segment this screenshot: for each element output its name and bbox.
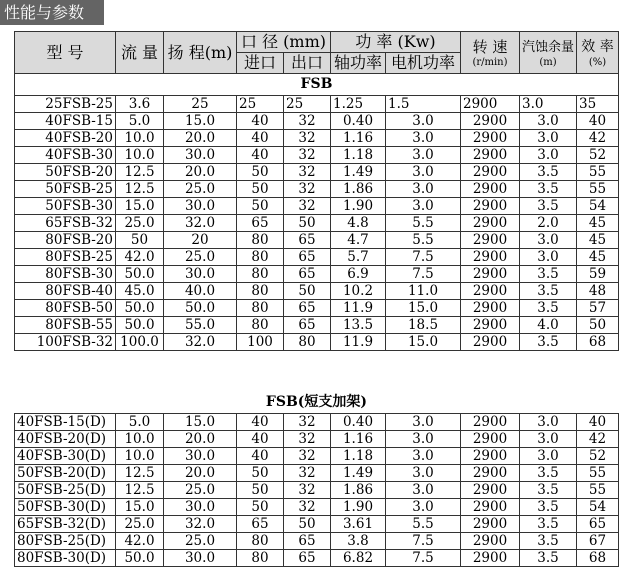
cell-outlet: 65	[284, 266, 331, 283]
cell-speed: 2900	[461, 482, 520, 499]
header-npsh-label: 汽蚀余量	[521, 39, 574, 55]
cell-efficiency: 55	[577, 164, 619, 181]
table-row	[15, 249, 619, 266]
cell-model: 80FSB-40	[15, 283, 116, 300]
table-row	[15, 113, 619, 130]
cell-model: 80FSB-30(D)	[15, 550, 116, 567]
section-title: 性能与参数	[0, 0, 104, 25]
table-row	[15, 533, 619, 550]
cell-npsh: 3.0	[520, 249, 577, 266]
table-row	[15, 431, 619, 448]
cell-flow: 100.0	[116, 334, 164, 351]
cell-shaft-power: 11.9	[331, 300, 386, 317]
cell-flow: 45.0	[116, 283, 164, 300]
cell-model: 50FSB-20(D)	[15, 465, 116, 482]
cell-outlet: 65	[284, 533, 331, 550]
cell-npsh: 3.0	[520, 96, 577, 113]
cell-model: 40FSB-30	[15, 147, 116, 164]
cell-speed: 2900	[461, 300, 520, 317]
cell-speed: 2900	[461, 414, 520, 431]
cell-inlet: 50	[237, 198, 284, 215]
header-inlet: 进口	[237, 53, 284, 74]
cell-model: 80FSB-25	[15, 249, 116, 266]
cell-model: 80FSB-50	[15, 300, 116, 317]
cell-head: 40.0	[164, 283, 237, 300]
cell-inlet: 50	[237, 181, 284, 198]
cell-npsh: 3.5	[520, 198, 577, 215]
cell-motor-power: 3.0	[386, 482, 461, 499]
cell-motor-power: 3.0	[386, 414, 461, 431]
cell-motor-power: 3.0	[386, 448, 461, 465]
cell-efficiency: 55	[577, 181, 619, 198]
cell-shaft-power: 3.61	[331, 516, 386, 533]
cell-motor-power: 3.0	[386, 181, 461, 198]
cell-model: 50FSB-20	[15, 164, 116, 181]
cell-npsh: 3.5	[520, 516, 577, 533]
cell-outlet: 32	[284, 499, 331, 516]
cell-outlet: 50	[284, 516, 331, 533]
cell-efficiency: 65	[577, 516, 619, 533]
cell-shaft-power: 1.16	[331, 130, 386, 147]
cell-inlet: 50	[237, 164, 284, 181]
cell-shaft-power: 6.9	[331, 266, 386, 283]
header-speed-unit: (r/min)	[472, 56, 508, 68]
cell-head: 15.0	[164, 113, 237, 130]
cell-model: 50FSB-25	[15, 181, 116, 198]
cell-outlet: 50	[284, 215, 331, 232]
table-row	[15, 317, 619, 334]
cell-model: 40FSB-20(D)	[15, 431, 116, 448]
table-row	[15, 130, 619, 147]
cell-npsh: 3.0	[520, 147, 577, 164]
cell-flow: 25.0	[116, 516, 164, 533]
cell-outlet: 32	[284, 181, 331, 198]
cell-head: 55.0	[164, 317, 237, 334]
cell-model: 40FSB-30(D)	[15, 448, 116, 465]
cell-speed: 2900	[461, 147, 520, 164]
cell-shaft-power: 1.86	[331, 482, 386, 499]
header-npsh	[520, 32, 577, 74]
cell-inlet: 80	[237, 533, 284, 550]
cell-motor-power: 7.5	[386, 533, 461, 550]
table-row	[15, 232, 619, 249]
cell-flow: 15.0	[116, 198, 164, 215]
cell-npsh: 3.5	[520, 181, 577, 198]
cell-flow: 50.0	[116, 317, 164, 334]
table-row	[15, 448, 619, 465]
cell-speed: 2900	[461, 215, 520, 232]
cell-inlet: 40	[237, 147, 284, 164]
cell-shaft-power: 4.8	[331, 215, 386, 232]
cell-inlet: 80	[237, 317, 284, 334]
cell-motor-power: 7.5	[386, 249, 461, 266]
cell-head: 20.0	[164, 130, 237, 147]
cell-inlet: 50	[237, 482, 284, 499]
cell-outlet: 32	[284, 482, 331, 499]
cell-efficiency: 45	[577, 249, 619, 266]
cell-npsh: 3.0	[520, 448, 577, 465]
cell-inlet: 80	[237, 249, 284, 266]
cell-outlet: 25	[284, 96, 331, 113]
cell-inlet: 40	[237, 448, 284, 465]
cell-inlet: 80	[237, 300, 284, 317]
cell-efficiency: 35	[577, 96, 619, 113]
cell-motor-power: 3.0	[386, 499, 461, 516]
cell-model: 65FSB-32	[15, 215, 116, 232]
cell-head: 30.0	[164, 266, 237, 283]
cell-efficiency: 52	[577, 147, 619, 164]
cell-motor-power: 5.5	[386, 215, 461, 232]
cell-model: 80FSB-20	[15, 232, 116, 249]
cell-motor-power: 18.5	[386, 317, 461, 334]
cell-efficiency: 45	[577, 215, 619, 232]
table-row	[15, 96, 619, 113]
cell-head: 20.0	[164, 164, 237, 181]
header-outlet: 出口	[284, 53, 331, 74]
cell-efficiency: 57	[577, 300, 619, 317]
cell-inlet: 80	[237, 550, 284, 567]
cell-model: 100FSB-32	[15, 334, 116, 351]
cell-efficiency: 48	[577, 283, 619, 300]
cell-flow: 42.0	[116, 533, 164, 550]
cell-efficiency: 68	[577, 550, 619, 567]
cell-head: 32.0	[164, 215, 237, 232]
cell-flow: 10.0	[116, 147, 164, 164]
table-row	[15, 266, 619, 283]
header-efficiency-unit: (%)	[588, 56, 607, 68]
cell-shaft-power: 4.7	[331, 232, 386, 249]
cell-inlet: 40	[237, 414, 284, 431]
cell-model: 65FSB-32(D)	[15, 516, 116, 533]
cell-inlet: 80	[237, 232, 284, 249]
cell-outlet: 65	[284, 249, 331, 266]
cell-speed: 2900	[461, 130, 520, 147]
cell-shaft-power: 6.82	[331, 550, 386, 567]
cell-flow: 25.0	[116, 215, 164, 232]
cell-head: 30.0	[164, 448, 237, 465]
cell-outlet: 65	[284, 550, 331, 567]
cell-inlet: 40	[237, 130, 284, 147]
cell-shaft-power: 1.18	[331, 147, 386, 164]
header-flow: 流 量	[116, 32, 164, 74]
group-label-fsb-d: FSB(短支加架)	[15, 392, 619, 414]
header-head: 扬 程(m)	[164, 32, 237, 74]
performance-table-fsb	[14, 31, 619, 351]
cell-shaft-power: 1.16	[331, 431, 386, 448]
cell-inlet: 65	[237, 516, 284, 533]
cell-flow: 50.0	[116, 300, 164, 317]
cell-head: 25.0	[164, 181, 237, 198]
cell-model: 80FSB-30	[15, 266, 116, 283]
table-row	[15, 482, 619, 499]
cell-shaft-power: 0.40	[331, 113, 386, 130]
cell-inlet: 65	[237, 215, 284, 232]
cell-efficiency: 50	[577, 317, 619, 334]
cell-inlet: 80	[237, 283, 284, 300]
cell-shaft-power: 5.7	[331, 249, 386, 266]
cell-outlet: 65	[284, 300, 331, 317]
cell-head: 32.0	[164, 334, 237, 351]
cell-model: 50FSB-25(D)	[15, 482, 116, 499]
cell-flow: 12.5	[116, 181, 164, 198]
cell-head: 25.0	[164, 249, 237, 266]
cell-shaft-power: 1.49	[331, 465, 386, 482]
cell-npsh: 3.0	[520, 414, 577, 431]
cell-efficiency: 52	[577, 448, 619, 465]
cell-motor-power: 3.0	[386, 465, 461, 482]
header-caliber: 口 径 (mm)	[237, 32, 331, 53]
performance-table-fsb-d	[14, 392, 619, 567]
cell-efficiency: 55	[577, 482, 619, 499]
cell-outlet: 32	[284, 147, 331, 164]
cell-npsh: 3.5	[520, 533, 577, 550]
cell-outlet: 65	[284, 317, 331, 334]
table-row	[15, 181, 619, 198]
cell-shaft-power: 1.49	[331, 164, 386, 181]
cell-efficiency: 68	[577, 334, 619, 351]
table-row	[15, 283, 619, 300]
cell-efficiency: 42	[577, 431, 619, 448]
header-power: 功 率 (Kw)	[331, 32, 461, 53]
cell-motor-power: 7.5	[386, 266, 461, 283]
cell-speed: 2900	[461, 317, 520, 334]
cell-motor-power: 3.0	[386, 431, 461, 448]
header-npsh-unit: (m)	[539, 56, 557, 68]
cell-motor-power: 7.5	[386, 550, 461, 567]
cell-outlet: 32	[284, 431, 331, 448]
cell-npsh: 3.0	[520, 431, 577, 448]
cell-motor-power: 3.0	[386, 113, 461, 130]
cell-shaft-power: 13.5	[331, 317, 386, 334]
cell-speed: 2900	[461, 448, 520, 465]
cell-head: 50.0	[164, 300, 237, 317]
cell-inlet: 80	[237, 266, 284, 283]
cell-inlet: 100	[237, 334, 284, 351]
cell-npsh: 3.0	[520, 113, 577, 130]
cell-head: 25	[164, 96, 237, 113]
table-row	[15, 465, 619, 482]
cell-speed: 2900	[461, 232, 520, 249]
cell-motor-power: 3.0	[386, 164, 461, 181]
cell-model: 80FSB-25(D)	[15, 533, 116, 550]
cell-speed: 2900	[461, 499, 520, 516]
cell-npsh: 3.5	[520, 465, 577, 482]
table-body-fsb	[15, 96, 619, 351]
cell-npsh: 2.0	[520, 215, 577, 232]
cell-model: 50FSB-30	[15, 198, 116, 215]
cell-outlet: 32	[284, 113, 331, 130]
cell-speed: 2900	[461, 533, 520, 550]
cell-outlet: 32	[284, 130, 331, 147]
cell-head: 20.0	[164, 431, 237, 448]
cell-efficiency: 54	[577, 499, 619, 516]
cell-npsh: 3.5	[520, 482, 577, 499]
cell-shaft-power: 11.9	[331, 334, 386, 351]
cell-flow: 12.5	[116, 465, 164, 482]
cell-flow: 50.0	[116, 266, 164, 283]
cell-shaft-power: 10.2	[331, 283, 386, 300]
cell-model: 40FSB-15	[15, 113, 116, 130]
cell-speed: 2900	[461, 164, 520, 181]
cell-speed: 2900	[461, 465, 520, 482]
cell-npsh: 4.0	[520, 317, 577, 334]
cell-outlet: 80	[284, 334, 331, 351]
cell-speed: 2900	[461, 198, 520, 215]
cell-flow: 5.0	[116, 113, 164, 130]
cell-model: 25FSB-25	[15, 96, 116, 113]
table-row	[15, 499, 619, 516]
header-row-top	[15, 32, 619, 53]
cell-npsh: 3.5	[520, 499, 577, 516]
cell-inlet: 40	[237, 113, 284, 130]
cell-head: 30.0	[164, 147, 237, 164]
cell-shaft-power: 1.25	[331, 96, 386, 113]
header-motor-power: 电机功率	[386, 53, 461, 74]
cell-efficiency: 54	[577, 198, 619, 215]
cell-speed: 2900	[461, 181, 520, 198]
cell-speed: 2900	[461, 431, 520, 448]
cell-outlet: 32	[284, 465, 331, 482]
cell-speed: 2900	[461, 266, 520, 283]
cell-efficiency: 40	[577, 113, 619, 130]
cell-shaft-power: 1.90	[331, 198, 386, 215]
cell-flow: 12.5	[116, 164, 164, 181]
cell-npsh: 3.5	[520, 550, 577, 567]
header-efficiency	[577, 32, 619, 74]
cell-speed: 2900	[461, 334, 520, 351]
cell-motor-power: 5.5	[386, 232, 461, 249]
header-speed-label: 转 速	[472, 37, 508, 56]
cell-flow: 10.0	[116, 431, 164, 448]
header-efficiency-label: 效 率	[581, 38, 614, 55]
cell-speed: 2900	[461, 96, 520, 113]
cell-head: 20.0	[164, 465, 237, 482]
group-row	[15, 74, 619, 96]
cell-npsh: 3.5	[520, 334, 577, 351]
cell-motor-power: 15.0	[386, 300, 461, 317]
cell-efficiency: 45	[577, 232, 619, 249]
cell-head: 20	[164, 232, 237, 249]
cell-outlet: 32	[284, 414, 331, 431]
cell-speed: 2900	[461, 550, 520, 567]
cell-motor-power: 3.0	[386, 147, 461, 164]
cell-head: 30.0	[164, 499, 237, 516]
cell-model: 50FSB-30(D)	[15, 499, 116, 516]
table-row	[15, 414, 619, 431]
cell-head: 25.0	[164, 482, 237, 499]
table-row	[15, 164, 619, 181]
cell-speed: 2900	[461, 283, 520, 300]
cell-head: 30.0	[164, 550, 237, 567]
cell-shaft-power: 3.8	[331, 533, 386, 550]
table-row	[15, 334, 619, 351]
cell-flow: 42.0	[116, 249, 164, 266]
cell-flow: 12.5	[116, 482, 164, 499]
cell-speed: 2900	[461, 516, 520, 533]
cell-npsh: 3.0	[520, 130, 577, 147]
cell-head: 25.0	[164, 533, 237, 550]
header-speed	[461, 32, 520, 74]
cell-npsh: 3.5	[520, 300, 577, 317]
table-row	[15, 147, 619, 164]
cell-outlet: 65	[284, 232, 331, 249]
cell-shaft-power: 1.18	[331, 448, 386, 465]
cell-outlet: 50	[284, 283, 331, 300]
cell-efficiency: 59	[577, 266, 619, 283]
cell-npsh: 3.5	[520, 164, 577, 181]
group-row	[15, 392, 619, 414]
cell-flow: 10.0	[116, 448, 164, 465]
cell-model: 40FSB-20	[15, 130, 116, 147]
cell-speed: 2900	[461, 113, 520, 130]
cell-speed: 2900	[461, 249, 520, 266]
table-body-fsb-d	[15, 414, 619, 567]
cell-inlet: 50	[237, 499, 284, 516]
cell-shaft-power: 0.40	[331, 414, 386, 431]
table-row	[15, 516, 619, 533]
cell-outlet: 32	[284, 164, 331, 181]
cell-outlet: 32	[284, 198, 331, 215]
cell-inlet: 40	[237, 431, 284, 448]
cell-motor-power: 15.0	[386, 334, 461, 351]
header-shaft-power: 轴功率	[331, 53, 386, 74]
cell-head: 30.0	[164, 198, 237, 215]
cell-model: 40FSB-15(D)	[15, 414, 116, 431]
table-row	[15, 300, 619, 317]
cell-npsh: 3.0	[520, 232, 577, 249]
cell-motor-power: 5.5	[386, 516, 461, 533]
group-label-fsb: FSB	[15, 74, 619, 96]
header-model: 型 号	[15, 32, 116, 74]
cell-flow: 50.0	[116, 550, 164, 567]
cell-flow: 3.6	[116, 96, 164, 113]
cell-efficiency: 55	[577, 465, 619, 482]
cell-flow: 5.0	[116, 414, 164, 431]
cell-outlet: 32	[284, 448, 331, 465]
cell-flow: 50	[116, 232, 164, 249]
cell-flow: 15.0	[116, 499, 164, 516]
cell-head: 32.0	[164, 516, 237, 533]
cell-inlet: 50	[237, 465, 284, 482]
table-row	[15, 215, 619, 232]
cell-efficiency: 42	[577, 130, 619, 147]
cell-motor-power: 11.0	[386, 283, 461, 300]
cell-model: 80FSB-55	[15, 317, 116, 334]
cell-efficiency: 67	[577, 533, 619, 550]
cell-efficiency: 40	[577, 414, 619, 431]
cell-npsh: 3.5	[520, 266, 577, 283]
cell-motor-power: 3.0	[386, 130, 461, 147]
cell-shaft-power: 1.86	[331, 181, 386, 198]
table-row	[15, 550, 619, 567]
cell-inlet: 25	[237, 96, 284, 113]
cell-motor-power: 1.5	[386, 96, 461, 113]
cell-head: 15.0	[164, 414, 237, 431]
cell-npsh: 3.5	[520, 283, 577, 300]
cell-flow: 10.0	[116, 130, 164, 147]
cell-motor-power: 3.0	[386, 198, 461, 215]
table-row	[15, 198, 619, 215]
cell-shaft-power: 1.90	[331, 499, 386, 516]
